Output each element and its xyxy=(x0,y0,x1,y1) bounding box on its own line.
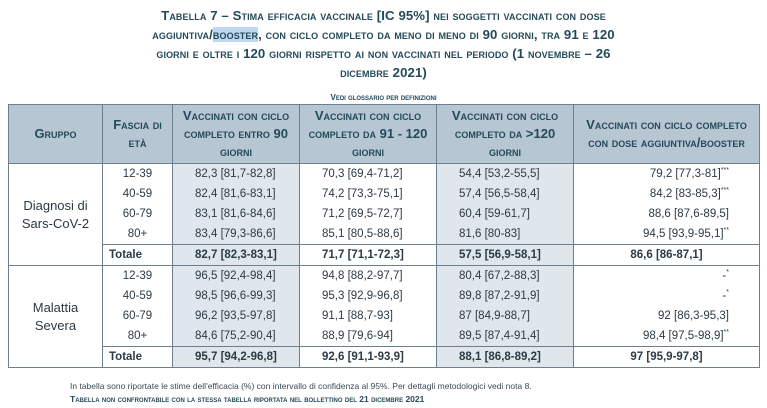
table-row xyxy=(9,326,760,347)
table-row xyxy=(9,204,760,224)
value-cell: 83,1 [81,6-84,6] xyxy=(173,204,300,224)
table-row xyxy=(9,224,760,245)
value-cell xyxy=(574,326,760,347)
table-row xyxy=(9,164,760,185)
age-cell: 40-59 xyxy=(103,286,173,306)
efficacy-table xyxy=(8,104,760,368)
title-line-3: giorni e oltre i 120 giorni rispetto ai non vaccinati nel periodo (1 novembre – 26 xyxy=(156,46,611,61)
table-row xyxy=(9,286,760,306)
age-cell: 12-39 xyxy=(103,164,173,185)
value-cell: 96,2 [93,5-97,8] xyxy=(173,306,300,326)
header-row xyxy=(9,105,760,164)
total-cell: 86,6 [86-87,1] xyxy=(574,245,760,266)
value-cell: 88,9 [79,6-94] xyxy=(300,326,437,347)
table-row xyxy=(9,306,760,326)
title-line-2a: aggiuntiva/ xyxy=(152,27,213,42)
value-cell: 54,4 [53,2-55,5] xyxy=(437,164,574,185)
total-cell: 82,7 [82,3-83,1] xyxy=(173,245,300,266)
footnote-mark: *** xyxy=(720,187,729,195)
value-text: - xyxy=(722,270,727,282)
total-cell: 97 [95,9-97,8] xyxy=(574,347,760,368)
value-cell: 87 [84,9-88,7] xyxy=(437,306,574,326)
title-line-2 xyxy=(0,25,767,44)
title-line-2c: , con ciclo completo da meno di meno di 90 giorni, tra 91 e 120 xyxy=(258,27,615,42)
header-col4: Vaccinati con ciclo completo con dose aggiuntiva/booster xyxy=(574,105,760,164)
value-cell: 70,3 [69,4-71,2] xyxy=(300,164,437,185)
footnote-methodology: In tabella sono riportate le stime dell'efficacia (%) con intervallo di confidenza al 95%. Per dettagli metodologici vedi nota 8. xyxy=(70,381,532,391)
value-cell: 98,5 [96,6-99,3] xyxy=(173,286,300,306)
table-row xyxy=(9,184,760,204)
age-cell: 60-79 xyxy=(103,306,173,326)
value-cell: 60,4 [59-61,7] xyxy=(437,204,574,224)
total-row xyxy=(9,347,760,368)
value-cell xyxy=(574,224,760,245)
value-text: 88,6 [87,6-89,5] xyxy=(648,208,729,220)
value-cell xyxy=(574,286,760,306)
value-text: 94,5 [93,9-95,1] xyxy=(642,228,724,240)
header-col2: Vaccinati con ciclo completo da 91 - 120 giorni xyxy=(300,105,437,164)
title-line-4: dicembre 2021) xyxy=(340,65,427,80)
value-cell: 85,1 [80,5-88,6] xyxy=(300,224,437,245)
value-cell: 71,2 [69,5-72,7] xyxy=(300,204,437,224)
value-cell xyxy=(574,266,760,287)
value-cell: 81,6 [80-83] xyxy=(437,224,574,245)
header-fascia: Fascia di età xyxy=(103,105,173,164)
group-name: Malattia Severa xyxy=(9,266,103,368)
age-cell: 60-79 xyxy=(103,204,173,224)
value-cell: 96,5 [92,4-98,4] xyxy=(173,266,300,287)
total-row xyxy=(9,245,760,266)
header-col3: Vaccinati con ciclo completo da >120 giorni xyxy=(437,105,574,164)
value-cell xyxy=(574,306,760,326)
total-label: Totale xyxy=(103,245,173,266)
title-highlight-booster: booster xyxy=(212,27,259,42)
value-cell: 80,4 [67,2-88,3] xyxy=(437,266,574,287)
age-cell: 80+ xyxy=(103,224,173,245)
age-cell: 40-59 xyxy=(103,184,173,204)
footnote-comparability: Tabella non confrontabile con la stessa tabella riportata nel bollettino del 21 dicembre 2021 xyxy=(70,394,425,404)
value-text: 84,2 [83-85,3] xyxy=(649,188,721,200)
total-cell: 92,6 [91,1-93,9] xyxy=(300,347,437,368)
value-cell: 74,2 [73,3-75,1] xyxy=(300,184,437,204)
header-col1: Vaccinati con ciclo completo entro 90 giorni xyxy=(173,105,300,164)
age-cell: 80+ xyxy=(103,326,173,347)
value-cell: 83,4 [79,3-86,6] xyxy=(173,224,300,245)
total-cell: 88,1 [86,8-89,2] xyxy=(437,347,574,368)
value-cell: 89,8 [87,2-91,9] xyxy=(437,286,574,306)
value-cell: 95,3 [92,9-96,8] xyxy=(300,286,437,306)
table-title xyxy=(0,6,767,82)
subtitle: Vedi glossario per definizioni xyxy=(330,93,437,102)
value-cell: 57,4 [56,5-58,4] xyxy=(437,184,574,204)
group-name: Diagnosi di Sars-CoV-2 xyxy=(9,164,103,266)
value-cell xyxy=(574,164,760,185)
value-text: 79,2 [77,3-81] xyxy=(649,168,721,180)
value-cell xyxy=(574,184,760,204)
total-cell: 95,7 [94,2-96,8] xyxy=(173,347,300,368)
value-cell: 82,4 [81,6-83,1] xyxy=(173,184,300,204)
value-cell: 82,3 [81,7-82,8] xyxy=(173,164,300,185)
total-cell: 71,7 [71,1-72,3] xyxy=(300,245,437,266)
value-cell: 91,1 [88,7-93] xyxy=(300,306,437,326)
value-text: 92 [86,3-95,3] xyxy=(658,310,729,322)
value-cell xyxy=(574,204,760,224)
title-line-1: Tabella 7 – Stima efficacia vaccinale [IC 95%] nei soggetti vaccinati con dose xyxy=(161,8,606,23)
header-gruppo: Gruppo xyxy=(9,105,103,164)
value-text: 98,4 [97,5-98,9] xyxy=(642,330,724,342)
footnote-mark: * xyxy=(726,289,729,297)
value-text: - xyxy=(722,290,727,302)
value-cell: 84,6 [75,2-90,4] xyxy=(173,326,300,347)
footnote-mark: ** xyxy=(723,329,729,337)
footnote-mark: * xyxy=(726,269,729,277)
total-label: Totale xyxy=(103,347,173,368)
table-row xyxy=(9,266,760,287)
footnote-mark: ** xyxy=(723,227,729,235)
value-cell: 94,8 [88,2-97,7] xyxy=(300,266,437,287)
age-cell: 12-39 xyxy=(103,266,173,287)
value-cell: 89,5 [87,4-91,4] xyxy=(437,326,574,347)
footnote-mark: *** xyxy=(720,167,729,175)
total-cell: 57,5 [56,9-58,1] xyxy=(437,245,574,266)
